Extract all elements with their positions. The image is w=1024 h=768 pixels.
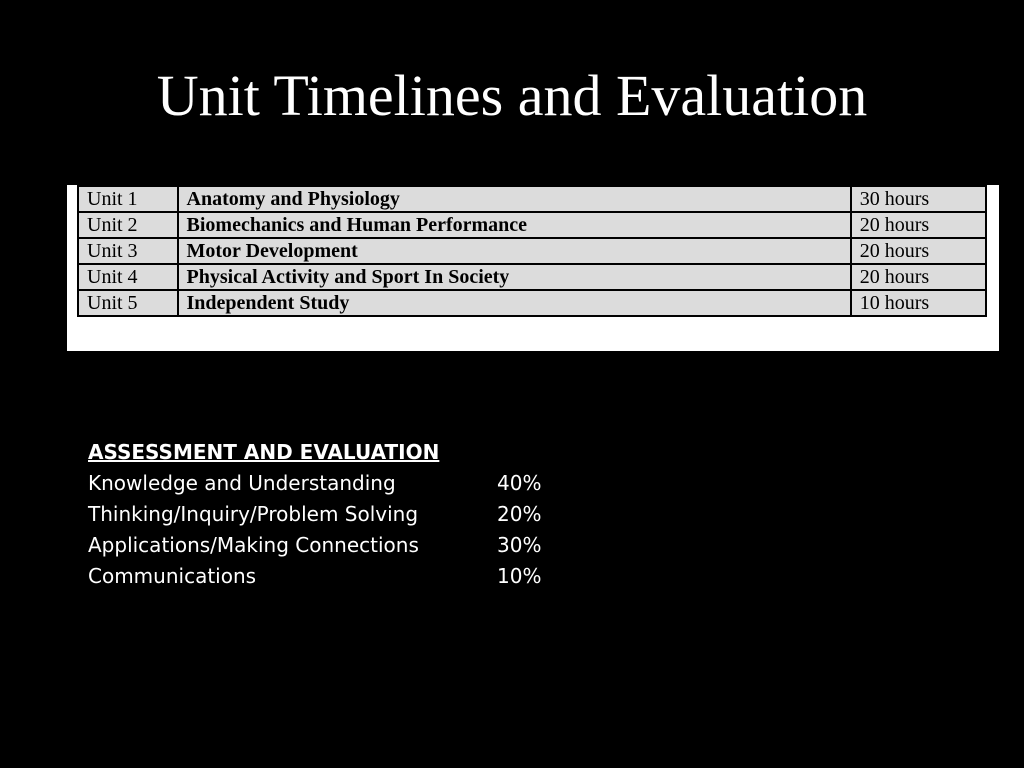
units-table-image: [67, 185, 999, 351]
assessment-item: [88, 499, 548, 530]
unit-name-cell: Biomechanics and Human Performance: [178, 212, 851, 238]
table-row: [78, 238, 986, 264]
assessment-item: [88, 468, 548, 499]
assessment-section: [88, 437, 548, 592]
unit-name-cell: Physical Activity and Sport In Society: [178, 264, 851, 290]
assessment-heading: ASSESSMENT AND EVALUATION: [88, 440, 440, 464]
assessment-item-weight: 20%: [497, 502, 542, 526]
table-row: [78, 186, 986, 212]
assessment-item-label: Communications: [88, 564, 257, 588]
table-row: [78, 290, 986, 316]
unit-number-cell: Unit 3: [78, 238, 178, 264]
assessment-item-label: Applications/Making Connections: [88, 533, 419, 557]
unit-name-cell: Independent Study: [178, 290, 851, 316]
unit-hours-cell: 20 hours: [851, 264, 986, 290]
unit-hours-cell: 20 hours: [851, 212, 986, 238]
unit-hours-cell: 10 hours: [851, 290, 986, 316]
unit-number-cell: Unit 1: [78, 186, 178, 212]
unit-number-cell: Unit 2: [78, 212, 178, 238]
slide-title: Unit Timelines and Evaluation: [156, 63, 868, 128]
unit-hours-cell: 20 hours: [851, 238, 986, 264]
assessment-item-weight: 30%: [497, 533, 542, 557]
unit-number-cell: Unit 4: [78, 264, 178, 290]
assessment-item-label: Knowledge and Understanding: [88, 471, 396, 495]
unit-hours-cell: 30 hours: [851, 186, 986, 212]
table-row: [78, 212, 986, 238]
table-row: [78, 264, 986, 290]
assessment-item: [88, 530, 548, 561]
assessment-item-weight: 10%: [497, 564, 542, 588]
assessment-item-label: Thinking/Inquiry/Problem Solving: [88, 502, 419, 526]
assessment-item-weight: 40%: [497, 471, 542, 495]
assessment-item: [88, 561, 548, 592]
units-table: [77, 185, 987, 317]
unit-name-cell: Motor Development: [178, 238, 851, 264]
unit-number-cell: Unit 5: [78, 290, 178, 316]
unit-name-cell: Anatomy and Physiology: [178, 186, 851, 212]
